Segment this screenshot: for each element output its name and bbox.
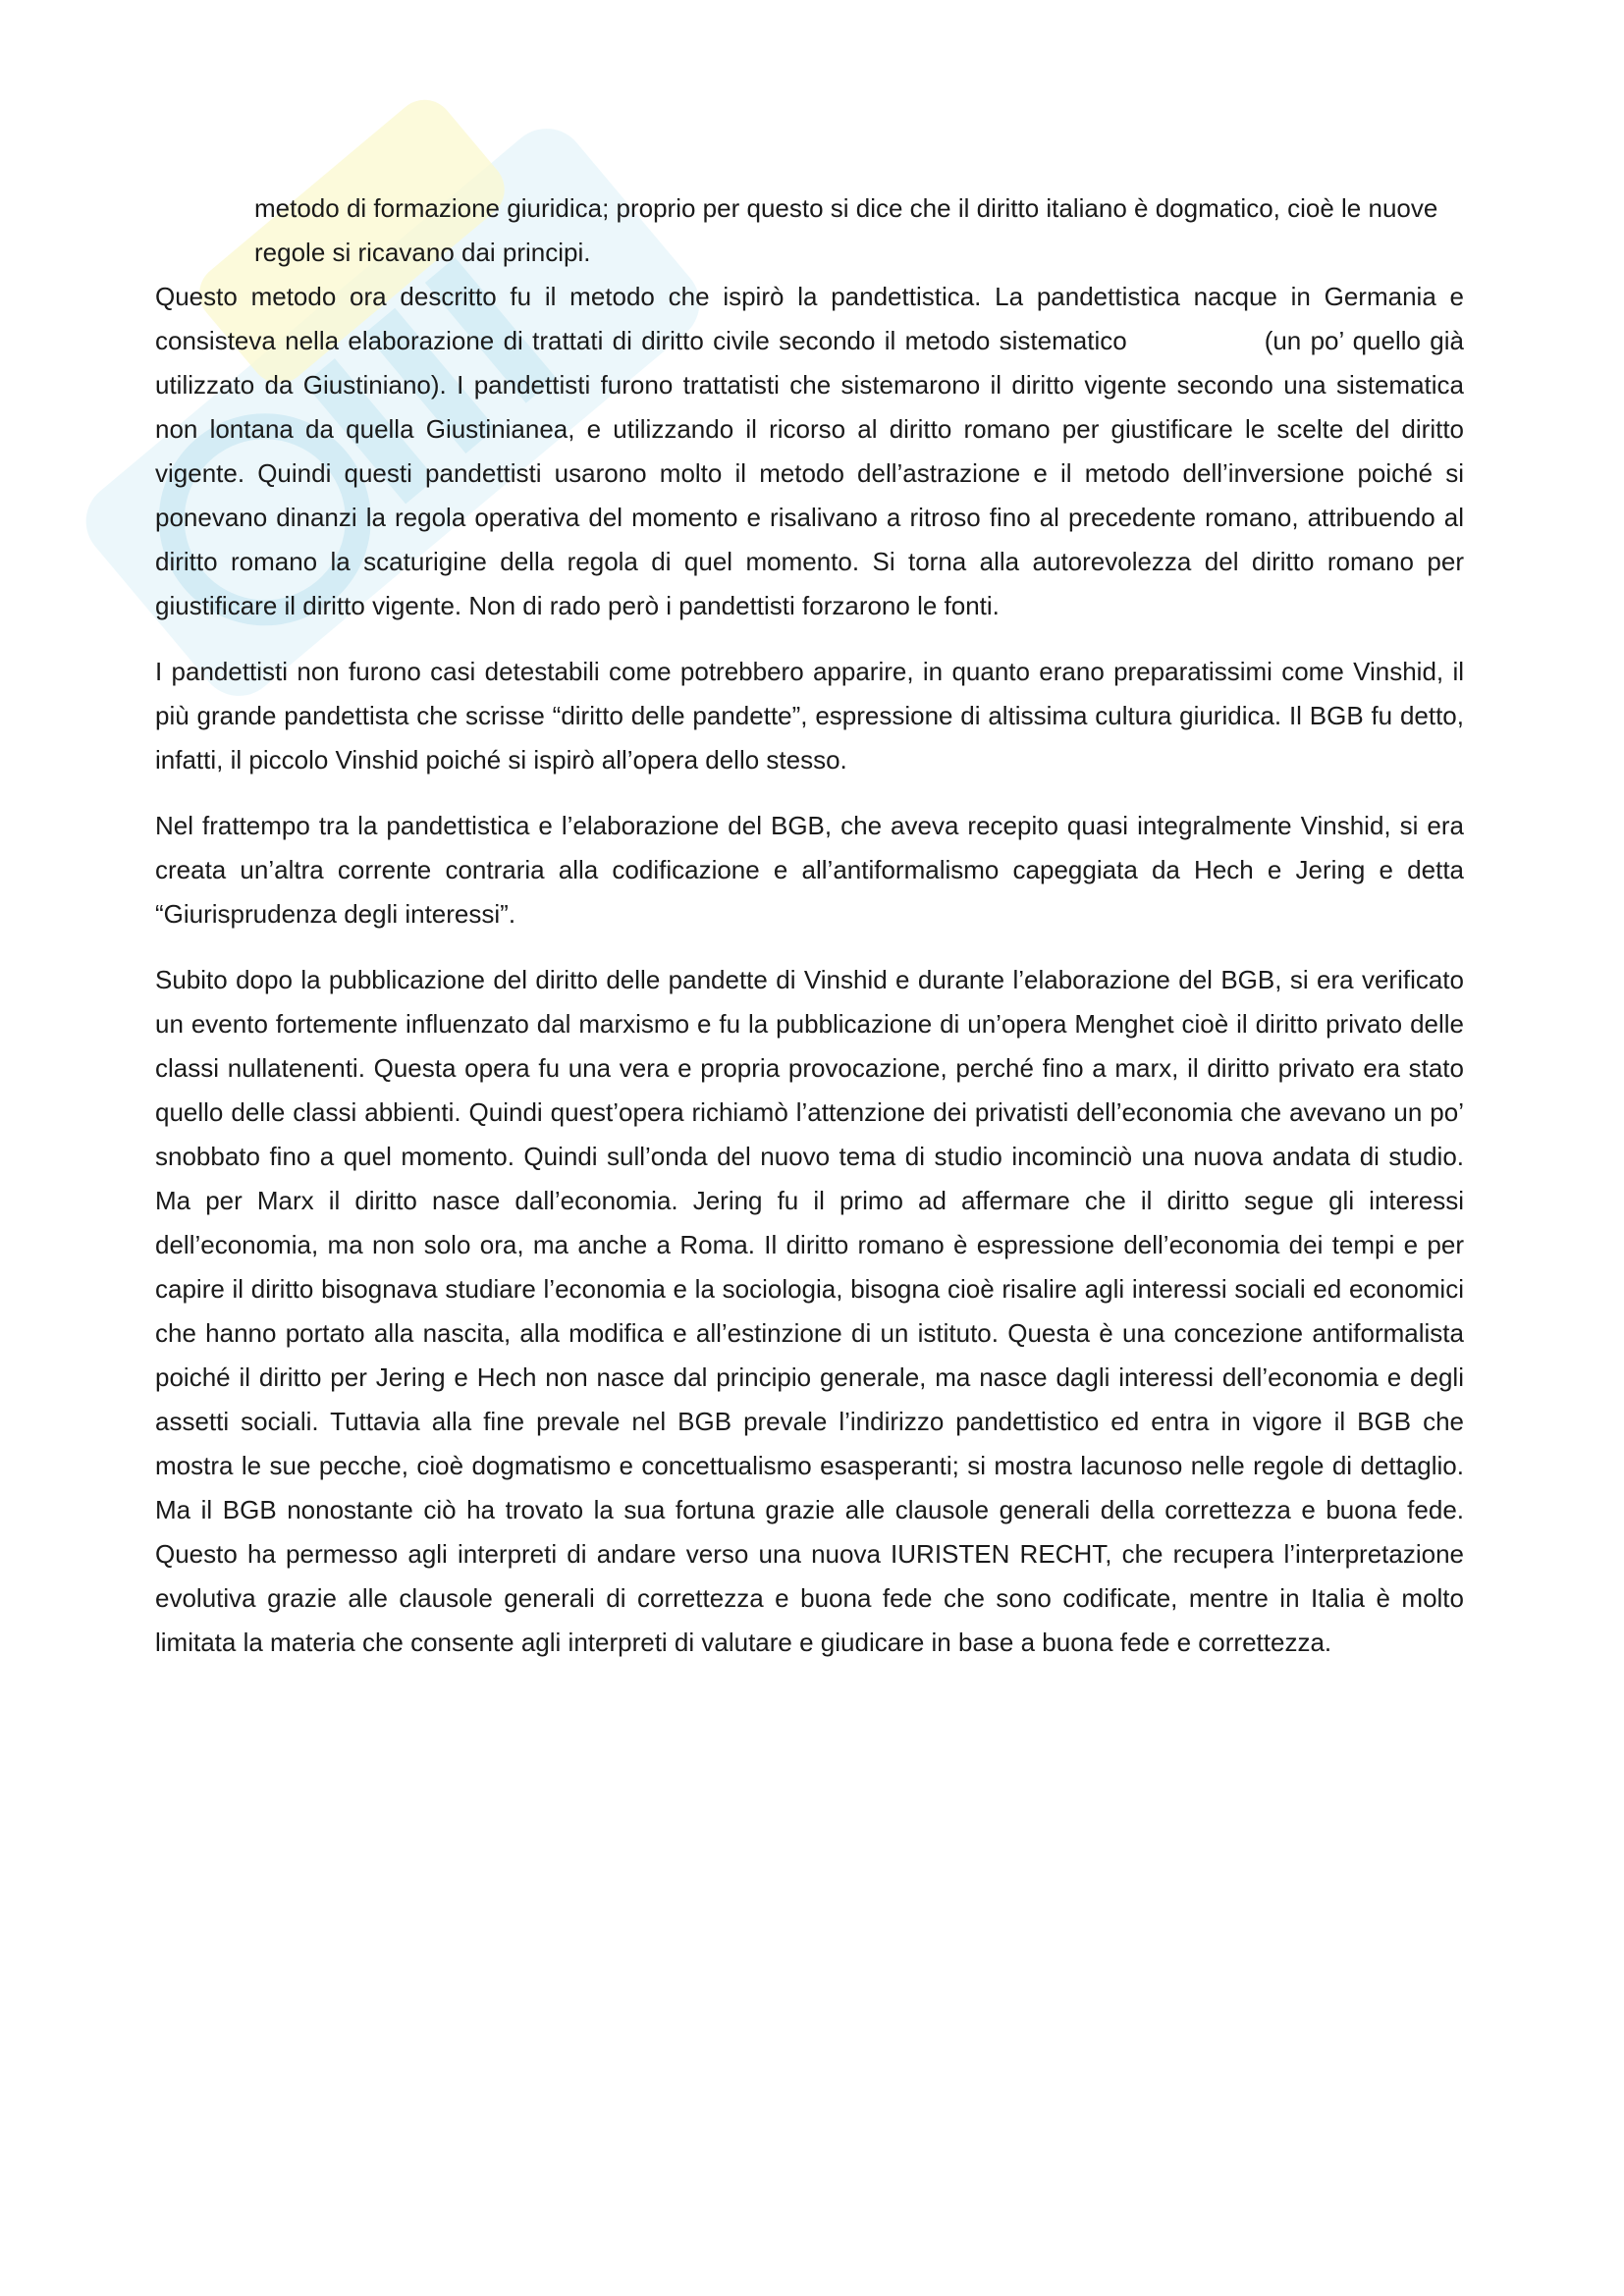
paragraph-pandettistica-part-a: Questo metodo ora descritto fu il metodo che ispirò la pandettistica. La pandettistica nacque in Germania e consisteva nella elaborazione di trattati di diritto civile secondo il metodo sistematico: [155, 282, 1464, 355]
paragraph-pandettistica-part-b: (un po’ quello già utilizzato da Giustiniano). I pandettisti furono trattatisti che sistemarono il diritto vigente secondo una sistematica non lontana da quella Giustinianea, e utilizzando il ricorso al diritto romano per giustificare le scelte del diritto vigente. Quindi questi pandettisti usarono molto il metodo dell’astrazione e il metodo dell’inversione poiché si ponevano dinanzi la regola operativa del momento e risalivano a ritroso fino al precedente romano, attribuendo al diritto romano la scaturigine della regola di quel momento. Si torna alla autorevolezza del diritto romano per giustificare il diritto vigente. Non di rado però i pandettisti forzarono le fonti.: [155, 326, 1464, 620]
paragraph-bgb: Subito dopo la pubblicazione del diritto delle pandette di Vinshid e durante l’elaborazione del BGB, si era verificato un evento fortemente influenzato dal marxismo e fu la pubblicazione di un’opera Menghet cioè il diritto privato delle classi nullatenenti. Questa opera fu una vera e propria provocazione, perché fino a marx, il diritto privato era stato quello delle classi abbienti. Quindi quest’opera richiamò l’attenzione dei privatisti dell’economia che avevano un po’ snobbato fino a quel momento. Quindi sull’onda del nuovo tema di studio incominciò una nuova andata di studio. Ma per Marx il diritto nasce dall’economia. Jering fu il primo ad affermare che il diritto segue gli interessi dell’economia, ma non solo ora, ma anche a Roma. Il diritto romano è espressione dell’economia dei tempi e per capire il diritto bisognava studiare l’economia e la sociologia, bisogna cioè risalire agli interessi sociali ed economici che hanno portato alla nascita, alla modifica e all’estinzione di un istituto. Questa è una concezione antiformalista poiché il diritto per Jering e Hech non nasce dal principio generale, ma nasce dagli interessi dell’economia e degli assetti sociali. Tuttavia alla fine prevale nel BGB prevale l’indirizzo pandettistico ed entra in vigore il BGB che mostra le sue pecche, cioè dogmatismo e concettualismo esasperanti; si mostra lacunoso nelle regole di dettaglio. Ma il BGB nonostante ciò ha trovato la sua fortuna grazie alle clausole generali della correttezza e buona fede. Questo ha permesso agli interpreti di andare verso una nuova IURISTEN RECHT, che recupera l’interpretazione evolutiva grazie alle clausole generali di correttezza e buona fede che sono codificate, mentre in Italia è molto limitata la materia che consente agli interpreti di valutare e giudicare in base a buona fede e correttezza.: [155, 965, 1464, 1657]
paragraph-giurisprudenza-interessi: Nel frattempo tra la pandettistica e l’elaborazione del BGB, che aveva recepito quasi integralmente Vinshid, si era creata un’altra corrente contraria alla codificazione e all’antiformalismo capeggiata da Hech e Jering e detta “Giurisprudenza degli interessi”.: [155, 811, 1464, 929]
paragraph-pandettistica: [155, 275, 1464, 628]
document-body: [155, 187, 1464, 1665]
intro-continuation: metodo di formazione giuridica; proprio per questo si dice che il diritto italiano è dogmatico, cioè le nuove regole si ricavano dai principi.: [254, 193, 1438, 267]
paragraph-vinshid: I pandettisti non furono casi detestabili come potrebbero apparire, in quanto erano preparatissimi come Vinshid, il più grande pandettista che scrisse “diritto delle pandette”, espressione di altissima cultura giuridica. Il BGB fu detto, infatti, il piccolo Vinshid poiché si ispirò all’opera dello stesso.: [155, 657, 1464, 774]
